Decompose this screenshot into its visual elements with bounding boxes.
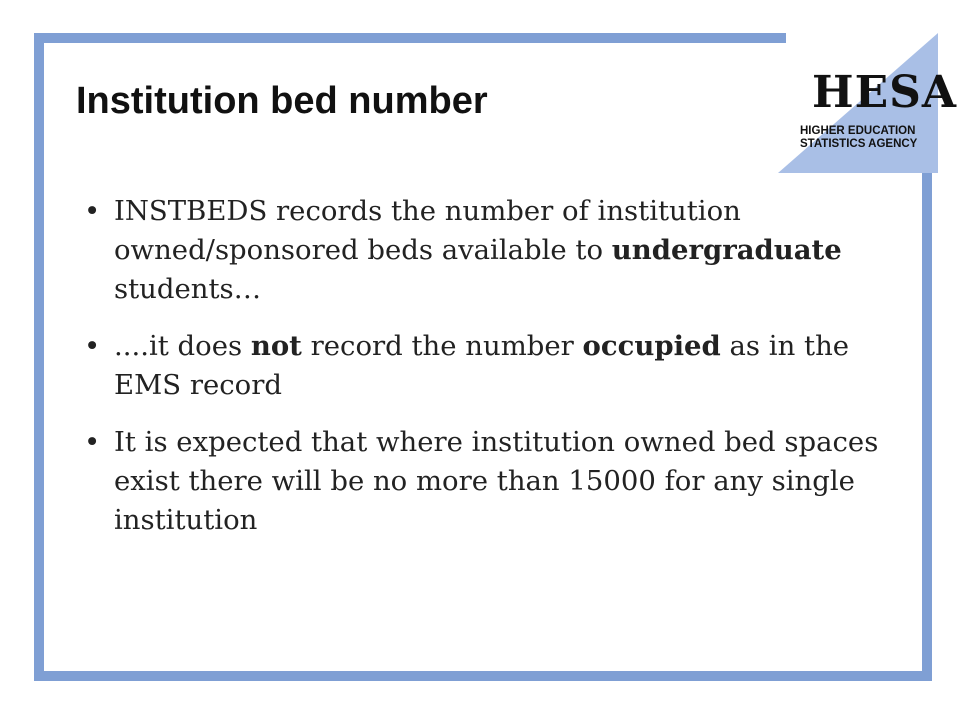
bullet-item — [84, 192, 894, 309]
frame-left-bar — [34, 33, 44, 681]
logo-wordmark: HESA — [812, 67, 958, 118]
logo-subtitle — [800, 125, 917, 151]
hesa-logo — [778, 33, 958, 173]
bullet-item — [84, 327, 894, 405]
logo-subtitle-line-1: HIGHER EDUCATION — [800, 125, 916, 137]
bullet-dot-icon: • — [84, 195, 101, 227]
bullet-text: as in the EMS record — [114, 330, 850, 401]
bullet-emphasis-text: not — [250, 330, 302, 362]
bullet-text: students… — [114, 273, 262, 305]
bullet-dot-icon: • — [84, 426, 101, 458]
bullet-text: It is expected that where institution owned bed spaces exist there will be no more than 15000 for any single institution — [114, 426, 879, 536]
slide-title: Institution bed number — [76, 80, 488, 122]
bullet-list — [84, 192, 894, 558]
bullet-text: ....it does — [114, 330, 251, 362]
logo-subtitle-line-2: STATISTICS AGENCY — [800, 138, 918, 150]
bullet-text: record the number — [301, 330, 583, 362]
bullet-emphasis-text: occupied — [582, 330, 721, 362]
bullet-item — [84, 423, 894, 540]
frame-top-bar — [34, 33, 786, 43]
bullet-text: INSTBEDS records the number of institution owned/sponsored beds available to — [114, 195, 741, 266]
frame-right-bar — [922, 172, 932, 681]
bullet-emphasis-text: undergraduate — [611, 234, 842, 266]
bullet-dot-icon: • — [84, 330, 101, 362]
frame-bottom-bar — [34, 671, 932, 681]
